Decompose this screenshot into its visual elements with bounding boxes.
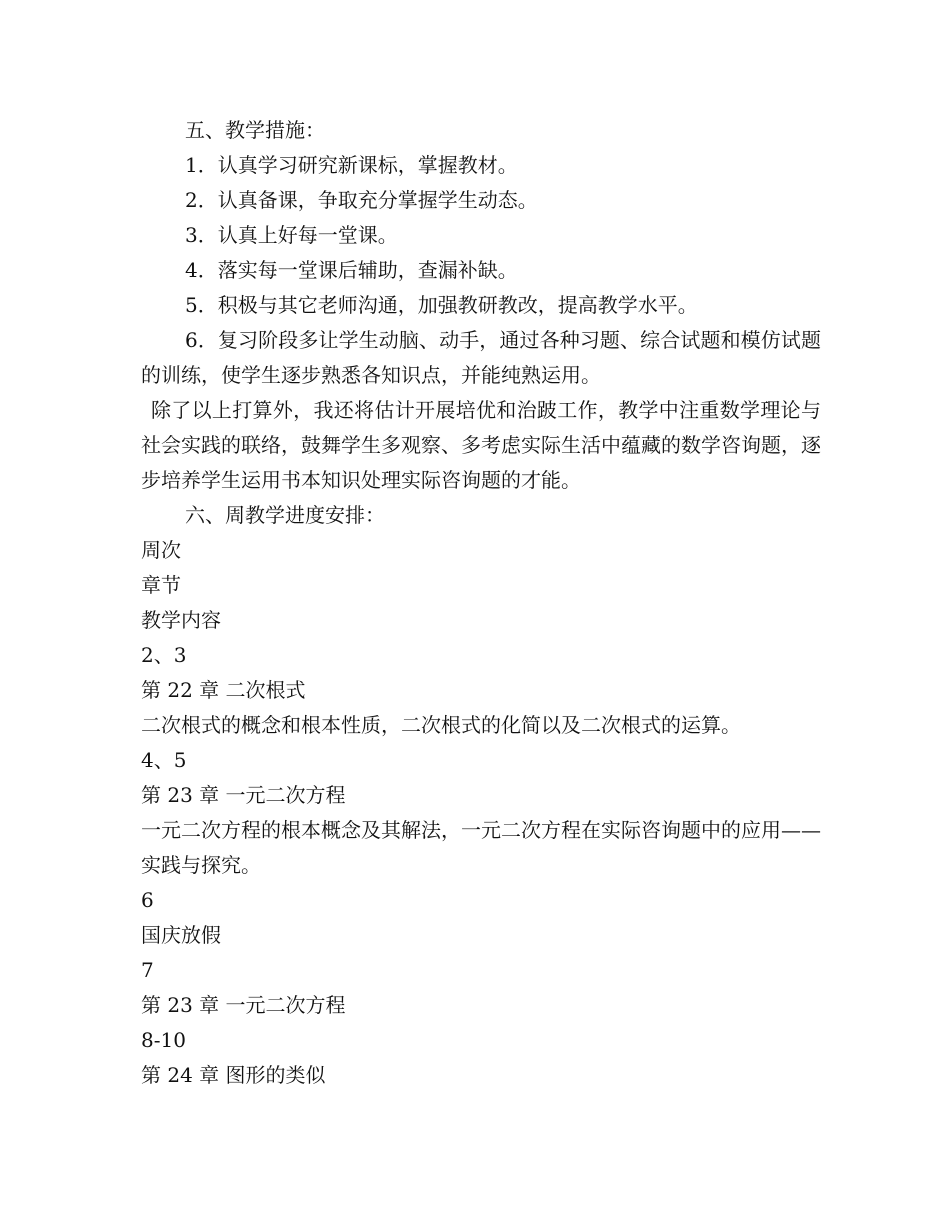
schedule-chapter: 第 23 章 一元二次方程: [141, 993, 346, 1017]
document-body: [141, 113, 821, 1093]
measure-item: 2．认真备课，争取充分掌握学生动态。: [185, 188, 538, 212]
schedule-week: 7: [141, 958, 154, 982]
extra-plan-paragraph: 除了以上打算外，我还将估计开展培优和治跛工作，教学中注重数学理论与社会实践的联络，鼓舞学生多观察、多考虑实际生活中蕴藏的数学咨询题，逐步培养学生运用书本知识处理实际咨询题的才能。: [141, 398, 821, 492]
schedule-week: 6: [141, 888, 154, 912]
section-6-heading: 六、周教学进度安排：: [185, 503, 385, 527]
measure-item: 5．积极与其它老师沟通，加强教研教改，提高教学水平。: [185, 293, 698, 317]
schedule-chapter: 第 24 章 图形的类似: [141, 1063, 326, 1087]
schedule-chapter: 第 23 章 一元二次方程: [141, 783, 346, 807]
measure-item: 1．认真学习研究新课标，掌握教材。: [185, 153, 518, 177]
schedule-week: 2、3: [141, 643, 187, 667]
column-header-week: 周次: [141, 538, 181, 562]
column-header-content: 教学内容: [141, 608, 221, 632]
measure-item: 3．认真上好每一堂课。: [185, 223, 398, 247]
schedule-content: 一元二次方程的根本概念及其解法，一元二次方程在实际咨询题中的应用——实践与探究。: [141, 818, 821, 877]
measure-item: 6．复习阶段多让学生动脑、动手，通过各种习题、综合试题和模仿试题的训练，使学生逐步熟悉各知识点，并能纯熟运用。: [141, 328, 821, 387]
section-5-heading: 五、教学措施：: [185, 118, 325, 142]
schedule-chapter: 国庆放假: [141, 923, 221, 947]
schedule-chapter: 第 22 章 二次根式: [141, 678, 306, 702]
schedule-content: 二次根式的概念和根本性质，二次根式的化简以及二次根式的运算。: [141, 713, 741, 737]
schedule-week: 4、5: [141, 748, 187, 772]
measure-item: 4．落实每一堂课后辅助，查漏补缺。: [185, 258, 518, 282]
column-header-chapter: 章节: [141, 573, 181, 597]
schedule-week: 8-10: [141, 1028, 186, 1052]
